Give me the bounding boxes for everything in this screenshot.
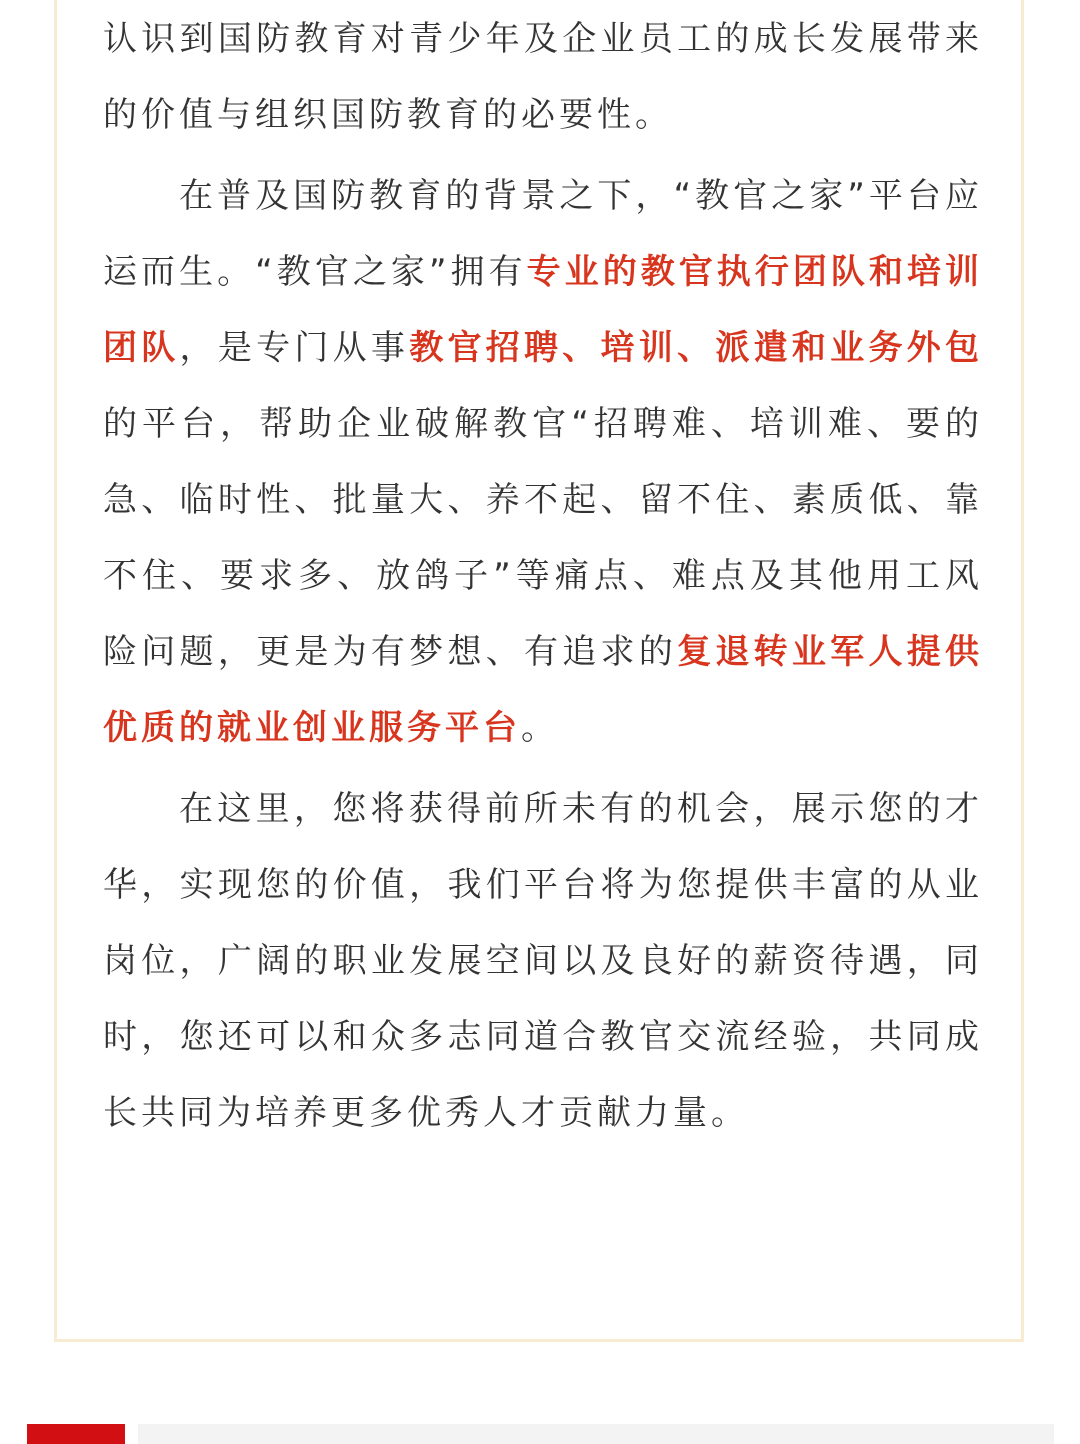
paragraph-2-text-1: 在普及国防教育的背景之下，“教官之家”平台应运而生。“教官之家”拥有 <box>103 176 983 292</box>
article-body <box>103 0 983 1151</box>
paragraph-1 <box>103 1 983 153</box>
highlight-team: 专业的教官执行团队和培训团队 <box>103 252 984 368</box>
paragraph-3 <box>103 771 983 1151</box>
highlight-veterans-platform: 复退转业军人提供优质的就业创业服务平台 <box>103 632 984 748</box>
footer-accent-bar <box>27 1424 125 1444</box>
paragraph-2 <box>103 158 983 766</box>
paragraph-3-text: 在这里，您将获得前所未有的机会，展示您的才华，实现您的价值，我们平台将为您提供丰富的从业岗位，广阔的职业发展空间以及良好的薪资待遇，同时，您还可以和众多志同道合教官交流经验，共同成长共同为培养更多优秀人才贡献力量。 <box>103 789 983 1133</box>
paragraph-2-text-3: 的平台，帮助企业破解教官“招聘难、培训难、要的急、临时性、批量大、养不起、留不住、素质低、靠不住、要求多、放鸽子”等痛点、难点及其他用工风险问题，更是为有梦想、有追求的 <box>103 404 983 672</box>
paragraph-2-text-4: 。 <box>521 708 559 748</box>
paragraph-1-text: 认识到国防教育对青少年及企业员工的成长发展带来的价值与组织国防教育的必要性。 <box>103 19 983 135</box>
footer-bar <box>138 1424 1054 1444</box>
highlight-services: 教官招聘、培训、派遣和业务外包 <box>409 328 984 368</box>
paragraph-2-text-2: ，是专门从事 <box>179 328 410 368</box>
